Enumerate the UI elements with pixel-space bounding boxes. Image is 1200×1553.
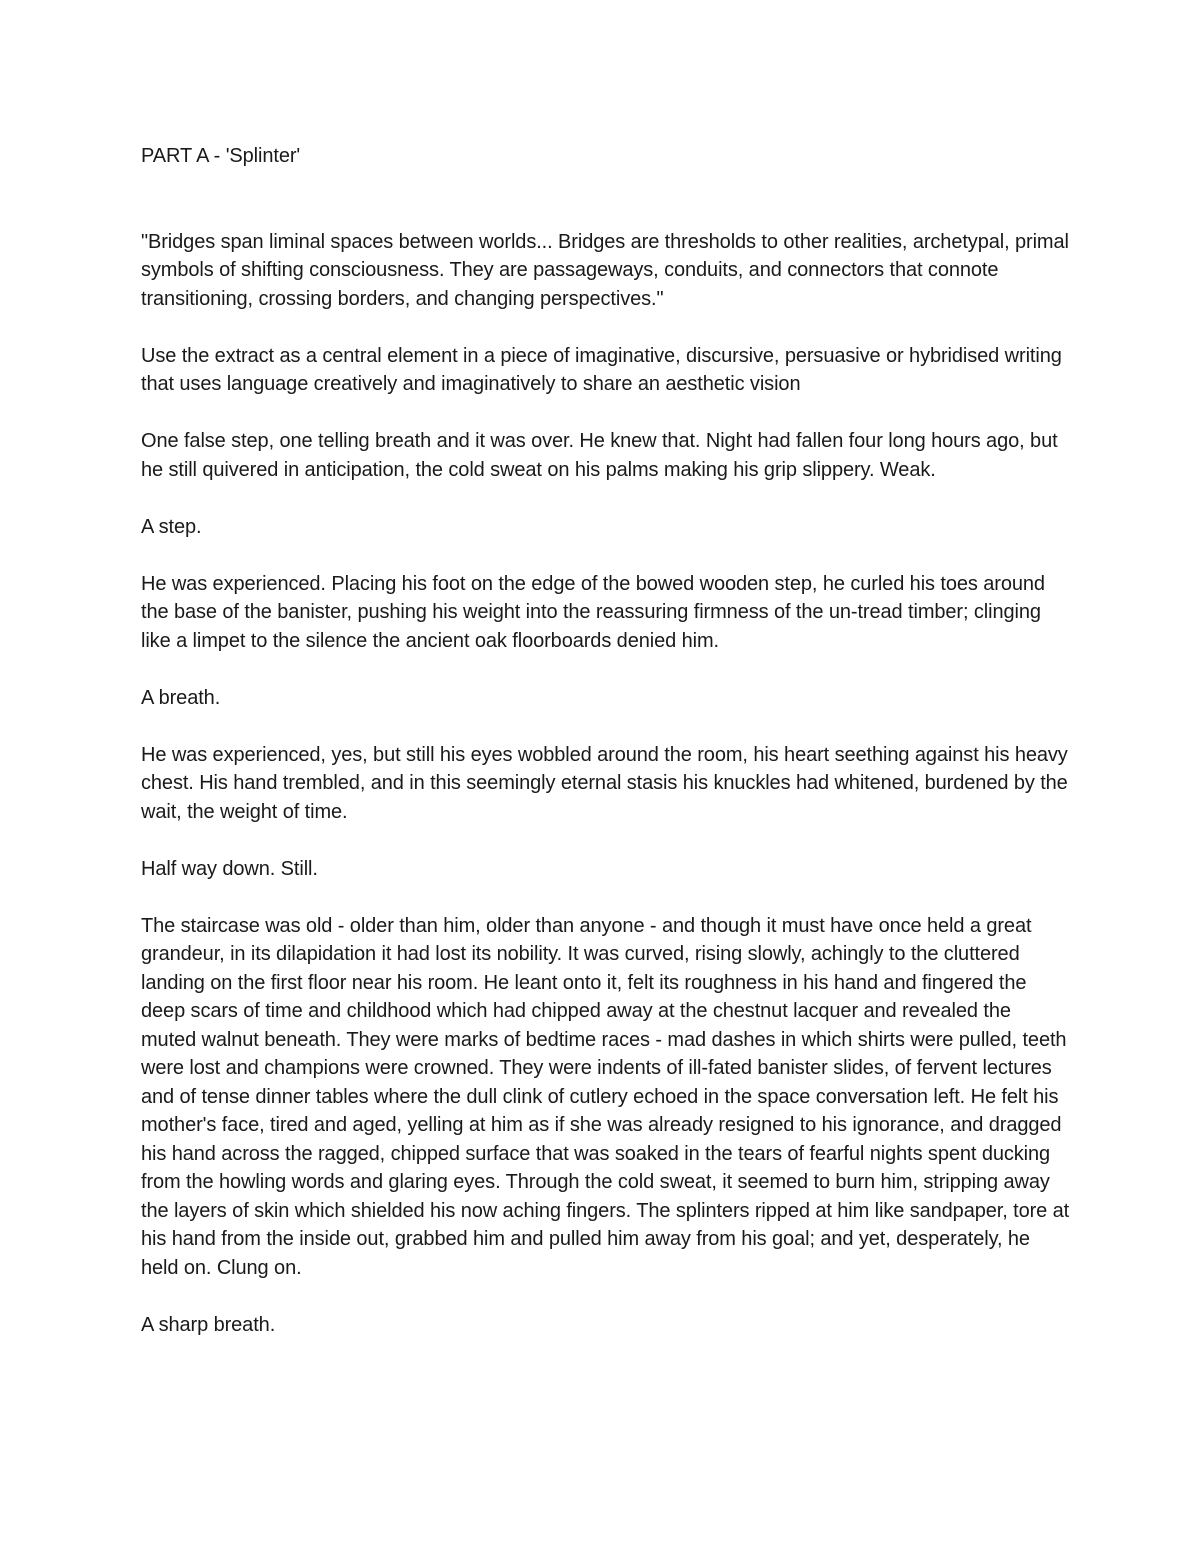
document-page: [141, 142, 1071, 1368]
story-paragraph: One false step, one telling breath and it was over. He knew that. Night had fallen four long hours ago, but he still quivered in anticipation, the cold sweat on his palms making his grip slippery. Weak.: [141, 430, 1058, 481]
quote-extract-paragraph: "Bridges span liminal spaces between worlds... Bridges are thresholds to other realities, archetypal, primal symbols of shifting consciousness. They are passageways, conduits, and connectors that connote transitioning, crossing borders, and changing perspectives.": [141, 230, 1069, 310]
story-paragraph: A sharp breath.: [141, 1313, 276, 1336]
story-paragraph: Half way down. Still.: [141, 857, 318, 880]
story-paragraph: He was experienced, yes, but still his eyes wobbled around the room, his heart seething against his heavy chest. His hand trembled, and in this seemingly eternal stasis his knuckles had whitened, burdened by the wait, the weight of time.: [141, 743, 1068, 823]
task-instruction-paragraph: Use the extract as a central element in a piece of imaginative, discursive, persuasive or hybridised writing that uses language creatively and imaginatively to share an aesthetic vision: [141, 344, 1062, 395]
story-paragraph: A breath.: [141, 686, 221, 709]
story-paragraph: A step.: [141, 515, 202, 538]
document-title: PART A - 'Splinter': [141, 145, 301, 167]
story-paragraph: The staircase was old - older than him, older than anyone - and though it must have once held a great grandeur, in its dilapidation it had lost its nobility. It was curved, rising slowly, achingly to the cluttered landing on the first floor near his room. He leant onto it, felt its roughness in his hand and fingered the deep scars of time and childhood which had chipped away at the chestnut lacquer and revealed the muted walnut beneath. They were marks of bedtime races - mad dashes in which shirts were pulled, teeth were lost and champions were crowned. They were indents of ill-fated banister slides, of fervent lectures and of tense dinner tables where the dull clink of cutlery echoed in the space conversation left. He felt his mother's face, tired and aged, yelling at him as if she was already resigned to his ignorance, and dragged his hand across the ragged, chipped surface that was soaked in the tears of fearful nights spent ducking from the howling words and glaring eyes. Through the cold sweat, it seemed to burn him, stripping away the layers of skin which shielded his now aching fingers. The splinters ripped at him like sandpaper, tore at his hand from the inside out, grabbed him and pulled him away from his goal; and yet, desperately, he held on. Clung on.: [141, 914, 1070, 1279]
story-paragraph: He was experienced. Placing his foot on the edge of the bowed wooden step, he curled his toes around the base of the banister, pushing his weight into the reassuring firmness of the un-tread timber; clinging like a limpet to the silence the ancient oak floorboards denied him.: [141, 572, 1045, 652]
